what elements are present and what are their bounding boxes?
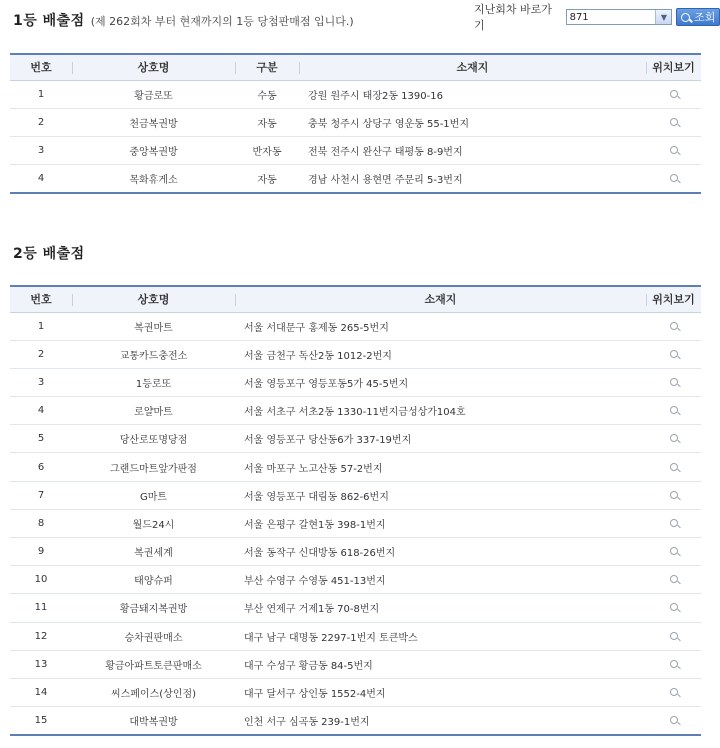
past-round-navigator [474, 3, 720, 32]
store-address: 부산 연제구 거제1동 70-8번지 [235, 594, 646, 622]
store-address: 대구 남구 대명동 2297-1번지 토큰박스 [235, 622, 646, 650]
row-number: 3 [10, 136, 72, 164]
table-row [10, 481, 701, 509]
table-row [10, 340, 701, 368]
map-view-cell [646, 164, 701, 193]
store-address: 강원 원주시 태장2동 1390-16 [299, 80, 646, 108]
selection-type: 자동 [235, 108, 299, 136]
map-view-cell [646, 80, 701, 108]
store-name: 황금아파트토큰판매소 [72, 650, 235, 678]
magnifier-icon[interactable] [670, 146, 678, 154]
store-name: 로얄마트 [72, 397, 235, 425]
row-number: 10 [10, 566, 72, 594]
second-prize-title: 2등 배출점 [13, 246, 85, 262]
map-view-cell [646, 368, 701, 396]
magnifier-icon[interactable] [670, 322, 678, 330]
store-name: 복권세계 [72, 538, 235, 566]
map-view-cell [646, 453, 701, 481]
store-address: 대구 달서구 상인동 1552-4번지 [235, 678, 646, 706]
chevron-down-icon[interactable]: ▼ [655, 10, 671, 24]
round-select-value: 871 [569, 11, 589, 23]
magnifier-icon[interactable] [670, 491, 678, 499]
second-prize-table [10, 285, 701, 736]
row-number: 11 [10, 594, 72, 622]
row-number: 7 [10, 481, 72, 509]
row-number: 8 [10, 509, 72, 537]
store-address: 서울 영등포구 대림동 862-6번지 [235, 481, 646, 509]
store-address: 서울 동작구 신대방동 618-26번지 [235, 538, 646, 566]
magnifier-icon[interactable] [670, 575, 678, 583]
store-name: 씨스페이스(상인점) [72, 678, 235, 706]
row-number: 12 [10, 622, 72, 650]
map-view-cell [646, 312, 701, 340]
magnifier-icon[interactable] [670, 434, 678, 442]
search-icon [681, 13, 690, 22]
first-prize-section-heading [13, 10, 354, 28]
store-address: 서울 서대문구 홍제동 265-5번지 [235, 312, 646, 340]
col-header-address: 소재지 [299, 54, 646, 80]
store-name: 태양슈퍼 [72, 566, 235, 594]
store-address: 서울 은평구 갈현1동 398-1번지 [235, 509, 646, 537]
store-address: 부산 수영구 수영동 451-13번지 [235, 566, 646, 594]
table-row [10, 425, 701, 453]
magnifier-icon[interactable] [670, 716, 678, 724]
store-name: 황금로또 [72, 80, 235, 108]
map-view-cell [646, 425, 701, 453]
store-name: 그랜드마트앞가판점 [72, 453, 235, 481]
search-button[interactable] [676, 8, 720, 26]
table-row [10, 650, 701, 678]
store-address: 서울 영등포구 영등포동5가 45-5번지 [235, 368, 646, 396]
past-round-label: 지난회차 바로가기 [474, 3, 552, 32]
table-row [10, 368, 701, 396]
store-address: 서울 서초구 서초2동 1330-11번지금성상가104호 [235, 397, 646, 425]
table-row [10, 80, 701, 108]
row-number: 3 [10, 368, 72, 396]
map-view-cell [646, 538, 701, 566]
table-row [10, 594, 701, 622]
magnifier-icon[interactable] [670, 603, 678, 611]
map-view-cell [646, 650, 701, 678]
col-header-type: 구분 [235, 54, 299, 80]
row-number: 9 [10, 538, 72, 566]
col-header-number: 번호 [10, 286, 72, 312]
col-header-map: 위치보기 [646, 286, 701, 312]
round-select[interactable] [566, 9, 673, 25]
store-name: 목화휴게소 [72, 164, 235, 193]
col-header-store-name: 상호명 [72, 54, 235, 80]
store-address: 인천 서구 심곡동 239-1번지 [235, 707, 646, 736]
table-header-row [10, 286, 701, 312]
magnifier-icon[interactable] [670, 406, 678, 414]
store-address: 대구 수성구 황금동 84-5번지 [235, 650, 646, 678]
store-name: 천금복권방 [72, 108, 235, 136]
magnifier-icon[interactable] [670, 688, 678, 696]
magnifier-icon[interactable] [670, 632, 678, 640]
store-name: 황금돼지복권방 [72, 594, 235, 622]
store-address: 서울 마포구 노고산동 57-2번지 [235, 453, 646, 481]
table-row [10, 622, 701, 650]
magnifier-icon[interactable] [670, 118, 678, 126]
map-view-cell [646, 481, 701, 509]
first-prize-subtitle: (제 262회차 부터 현재까지의 1등 당첨판매점 입니다.) [90, 15, 354, 28]
magnifier-icon[interactable] [670, 90, 678, 98]
magnifier-icon[interactable] [670, 350, 678, 358]
row-number: 4 [10, 397, 72, 425]
map-view-cell [646, 707, 701, 736]
map-view-cell [646, 566, 701, 594]
magnifier-icon[interactable] [670, 547, 678, 555]
store-address: 서울 영등포구 당산동6가 337-19번지 [235, 425, 646, 453]
store-name: 당산로또명당점 [72, 425, 235, 453]
store-name: 월드24시 [72, 509, 235, 537]
table-row [10, 453, 701, 481]
row-number: 15 [10, 707, 72, 736]
table-row [10, 397, 701, 425]
row-number: 13 [10, 650, 72, 678]
first-prize-title: 1등 배출점 [13, 13, 85, 29]
selection-type: 자동 [235, 164, 299, 193]
row-number: 1 [10, 80, 72, 108]
col-header-number: 번호 [10, 54, 72, 80]
store-name: 교통카드충전소 [72, 340, 235, 368]
table-row [10, 566, 701, 594]
selection-type: 수동 [235, 80, 299, 108]
table-row [10, 136, 701, 164]
map-view-cell [646, 594, 701, 622]
store-name: 승차권판매소 [72, 622, 235, 650]
first-prize-table [10, 53, 701, 194]
table-row [10, 164, 701, 193]
magnifier-icon[interactable] [670, 378, 678, 386]
map-view-cell [646, 136, 701, 164]
table-header-row [10, 54, 701, 80]
map-view-cell [646, 622, 701, 650]
map-view-cell [646, 340, 701, 368]
search-button-label: 조회 [694, 11, 716, 24]
store-name: 복권마트 [72, 312, 235, 340]
row-number: 2 [10, 108, 72, 136]
magnifier-icon[interactable] [670, 174, 678, 182]
table-row [10, 707, 701, 736]
map-view-cell [646, 509, 701, 537]
store-address: 서울 금천구 독산2동 1012-2번지 [235, 340, 646, 368]
row-number: 14 [10, 678, 72, 706]
store-address: 충북 청주시 상당구 영운동 55-1번지 [299, 108, 646, 136]
store-address: 전북 전주시 완산구 태평동 8-9번지 [299, 136, 646, 164]
store-name: G마트 [72, 481, 235, 509]
magnifier-icon[interactable] [670, 463, 678, 471]
store-name: 대박복권방 [72, 707, 235, 736]
row-number: 2 [10, 340, 72, 368]
selection-type: 반자동 [235, 136, 299, 164]
store-address: 경남 사천시 용현면 주문리 5-3번지 [299, 164, 646, 193]
magnifier-icon[interactable] [670, 660, 678, 668]
store-name: 1등로또 [72, 368, 235, 396]
col-header-address: 소재지 [235, 286, 646, 312]
table-row [10, 509, 701, 537]
table-row [10, 312, 701, 340]
col-header-map: 위치보기 [646, 54, 701, 80]
map-view-cell [646, 108, 701, 136]
store-name: 중앙복권방 [72, 136, 235, 164]
magnifier-icon[interactable] [670, 519, 678, 527]
row-number: 5 [10, 425, 72, 453]
table-row [10, 538, 701, 566]
map-view-cell [646, 678, 701, 706]
row-number: 1 [10, 312, 72, 340]
row-number: 4 [10, 164, 72, 193]
row-number: 6 [10, 453, 72, 481]
col-header-store-name: 상호명 [72, 286, 235, 312]
table-row [10, 678, 701, 706]
table-row [10, 108, 701, 136]
map-view-cell [646, 397, 701, 425]
